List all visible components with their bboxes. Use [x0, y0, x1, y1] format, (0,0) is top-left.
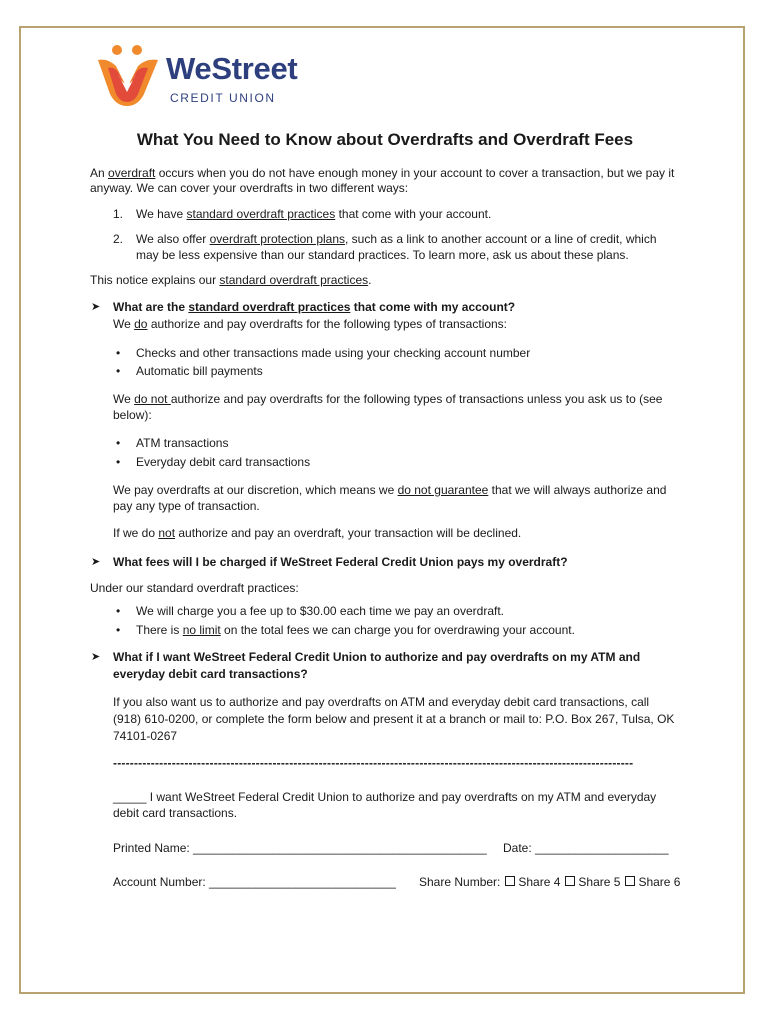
contact-line-2: (918) 610-0200, or complete the form below and present it at a branch or mail to: P.O. Box 267, Tulsa, OK: [113, 712, 675, 726]
share-5-checkbox[interactable]: [565, 876, 575, 886]
share-6-label: Share 6: [638, 875, 681, 889]
question-3-line-1: What if I want WeStreet Federal Credit Union to authorize and pay overdrafts on my ATM and: [113, 650, 641, 664]
question-3-line-2: everyday debit card transactions?: [113, 667, 308, 681]
bullet-icon: •: [116, 455, 121, 469]
list-number-2: 2.: [113, 232, 124, 246]
bullet-icon: •: [116, 623, 121, 637]
share-number-group: [419, 874, 680, 891]
do-not-authorize-line-2: below):: [113, 408, 152, 422]
date-field[interactable]: Date: ____________________: [503, 841, 669, 855]
list-item-2: We also offer overdraft protection plans, such as a link to another account or a line of credit, which: [136, 232, 657, 246]
consent-line-1[interactable]: _____ I want WeStreet Federal Credit Union to authorize and pay overdrafts on my ATM and everyday: [113, 790, 657, 804]
intro-line-1: An overdraft occurs when you do not have enough money in your account to cover a transaction, but we pay it: [90, 166, 675, 180]
arrow-bullet-icon: ➤: [91, 556, 101, 568]
contact-line-1: If you also want us to authorize and pay overdrafts on ATM and everyday debit card transactions, call: [113, 695, 650, 709]
contact-line-3: 74101-0267: [113, 729, 178, 743]
share-4-label: Share 4: [518, 875, 561, 889]
discretion-line-2: pay any type of transaction.: [113, 499, 260, 513]
printed-name-field[interactable]: Printed Name: ____________________________________________: [113, 841, 487, 855]
notice-line: This notice explains our standard overdraft practices.: [90, 273, 372, 287]
list-item: There is no limit on the total fees we can charge you for overdrawing your account.: [136, 623, 575, 637]
account-number-field[interactable]: Account Number: ____________________________: [113, 875, 396, 889]
list-item: Everyday debit card transactions: [136, 455, 311, 469]
arrow-bullet-icon: ➤: [91, 301, 101, 313]
list-item: Checks and other transactions made using your checking account number: [136, 346, 531, 360]
logo-wordmark: WeStreet: [166, 51, 298, 86]
list-item: We will charge you a fee up to $30.00 each time we pay an overdraft.: [136, 604, 504, 618]
westreet-logo: [94, 44, 324, 108]
discretion-line-1: We pay overdrafts at our discretion, which means we do not guarantee that we will always authorize and: [113, 483, 667, 497]
page-title: What You Need to Know about Overdrafts and Overdraft Fees: [136, 130, 634, 149]
do-not-authorize-line-1: We do not authorize and pay overdrafts for the following types of transactions unless you ask us to (see: [113, 392, 663, 406]
question-2: What fees will I be charged if WeStreet Federal Credit Union pays my overdraft?: [113, 555, 568, 569]
logo-subtitle: CREDIT UNION: [170, 91, 276, 105]
bullet-icon: •: [116, 604, 121, 618]
list-item-1: We have standard overdraft practices that come with your account.: [136, 207, 492, 221]
share-6-checkbox[interactable]: [625, 876, 635, 886]
list-item-2-line-2: may be less expensive than our standard practices. To learn more, ask us about these plans.: [136, 248, 629, 262]
question-1: What are the standard overdraft practices that come with my account?: [113, 300, 516, 314]
cut-line: ----------------------------------------------------------------------------------------------------------------------------: [113, 756, 634, 770]
question-1-answer: We do authorize and pay overdrafts for the following types of transactions:: [113, 317, 508, 331]
list-item: ATM transactions: [136, 436, 229, 450]
bullet-icon: •: [116, 364, 121, 378]
list-number-1: 1.: [113, 207, 124, 221]
bullet-icon: •: [116, 436, 121, 450]
share-4-checkbox[interactable]: [505, 876, 515, 886]
arrow-bullet-icon: ➤: [91, 651, 101, 663]
share-5-label: Share 5: [578, 875, 621, 889]
overdraft-link: overdraft: [108, 166, 156, 180]
share-number-label: Share Number:: [419, 875, 501, 889]
consent-line-2: debit card transactions.: [113, 806, 238, 820]
logo-mark-icon: [94, 44, 164, 108]
list-item: Automatic bill payments: [136, 364, 263, 378]
under-practices: Under our standard overdraft practices:: [90, 581, 299, 595]
intro-line-2: anyway. We can cover your overdrafts in two different ways:: [90, 181, 409, 195]
bullet-icon: •: [116, 346, 121, 360]
declined-line: If we do not authorize and pay an overdraft, your transaction will be declined.: [113, 526, 522, 540]
